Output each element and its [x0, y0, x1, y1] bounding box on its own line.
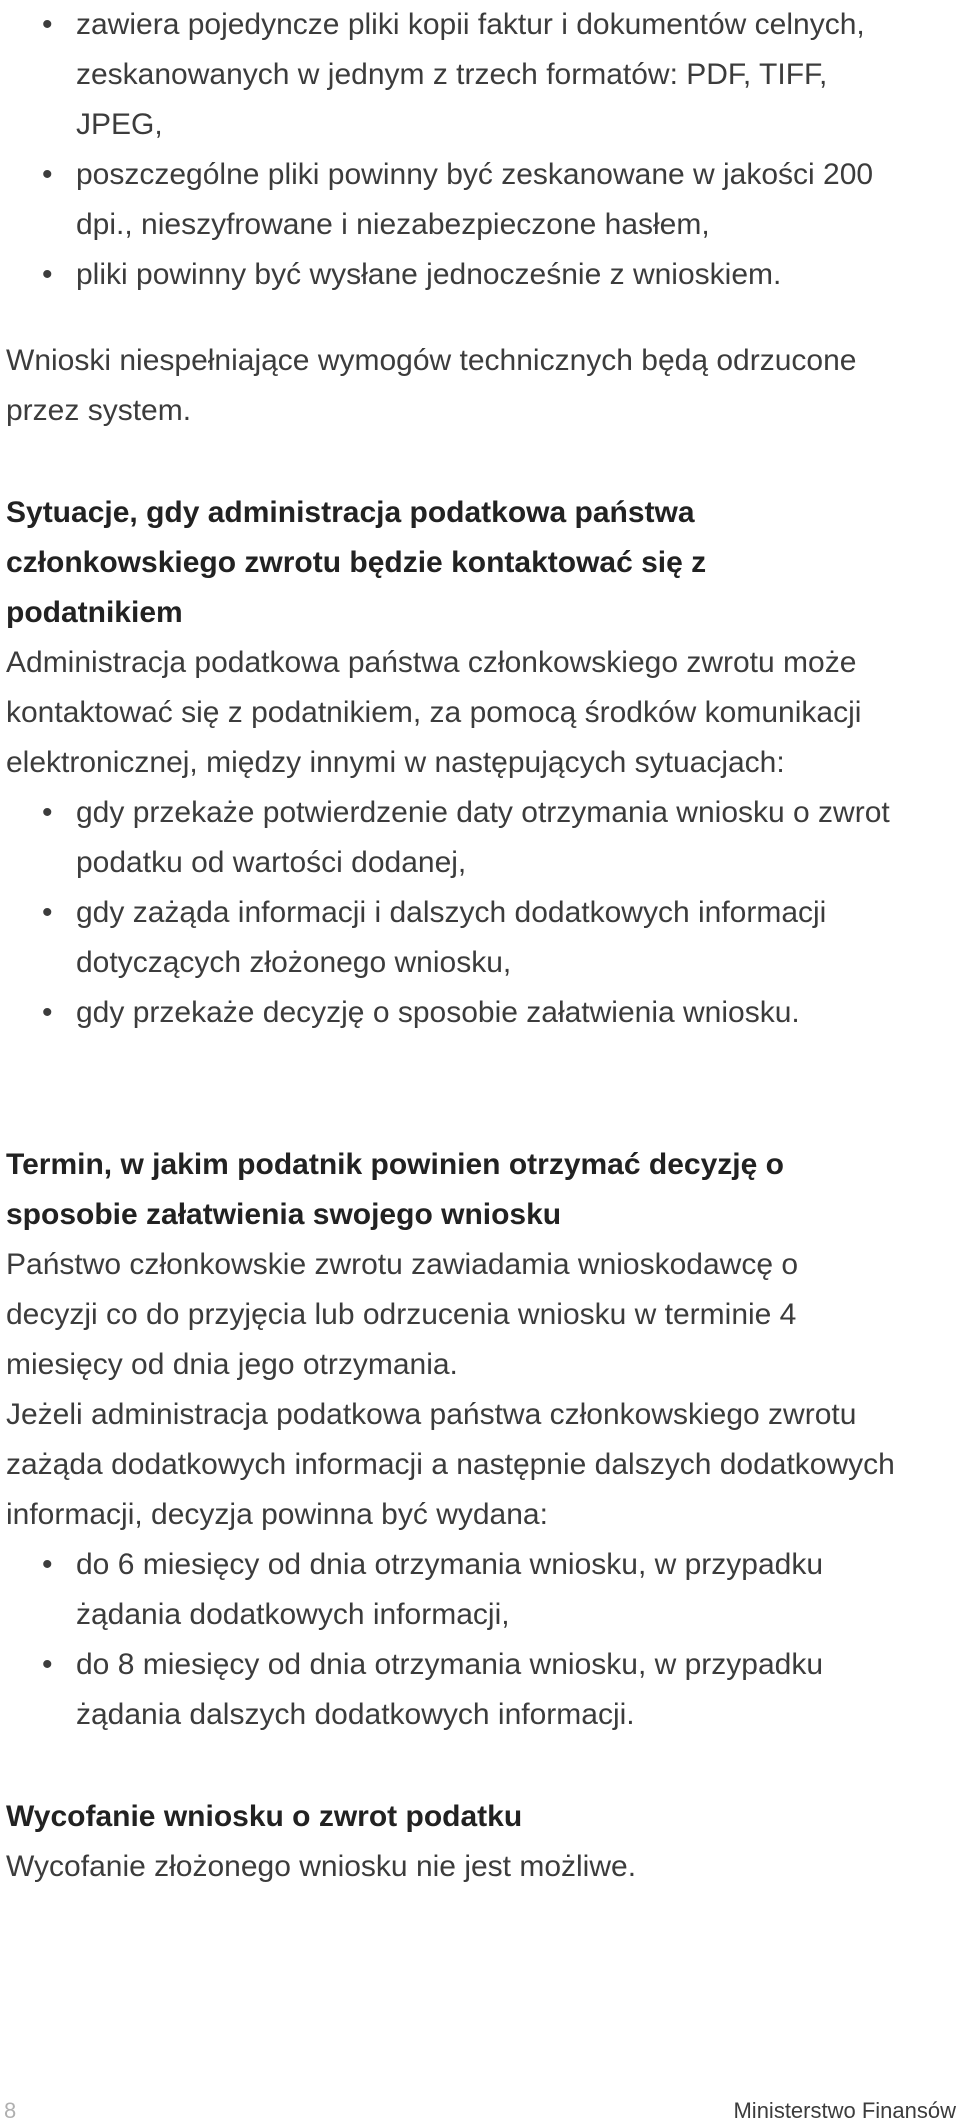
section-heading: Wycofanie wniosku o zwrot podatku: [6, 1800, 523, 1833]
requirements-list-block: [6, 0, 906, 300]
section-withdrawal: [6, 1792, 906, 1892]
section-contact: [6, 488, 906, 1038]
list-item: • gdy zażąda informacji i dalszych dodatkowych informacji dotyczących złożonego wniosku,: [6, 888, 926, 988]
deadline-list: [6, 1540, 906, 1740]
list-item: • poszczególne pliki powinny być zeskanowane w jakości 200 dpi., nieszyfrowane i niezabezpieczone hasłem,: [6, 150, 906, 250]
section-heading: Sytuacje, gdy administracja podatkowa państwa członkowskiego zwrotu będzie kontaktować się z podatnikiem: [6, 496, 707, 629]
technical-note: Wnioski niespełniające wymogów technicznych będą odrzucone przez system.: [6, 344, 857, 427]
section-heading: Termin, w jakim podatnik powinien otrzymać decyzję o sposobie załatwienia swojego wniosku: [6, 1148, 784, 1231]
section-paragraph: Państwo członkowskie zwrotu zawiadamia wnioskodawcę o decyzji co do przyjęcia lub odrzucenia wniosku w terminie 4 miesięcy od dnia jego otrzymania.: [6, 1248, 799, 1381]
section-paragraph: Wycofanie złożonego wniosku nie jest możliwe.: [6, 1850, 637, 1883]
list-item: • pliki powinny być wysłane jednocześnie z wnioskiem.: [6, 250, 906, 300]
section-paragraph: Jeżeli administracja podatkowa państwa członkowskiego zwrotu zażąda dodatkowych informacji a następnie dalszych dodatkowych informacji, decyzja powinna być wydana:: [6, 1398, 895, 1531]
list-item: • gdy przekaże potwierdzenie daty otrzymania wniosku o zwrot podatku od wartości dodanej,: [6, 788, 896, 888]
page-number: 8: [4, 2098, 17, 2123]
requirements-list: [6, 0, 906, 300]
footer-organization: Ministerstwo Finansów: [733, 2098, 956, 2123]
list-item: • zawiera pojedyncze pliki kopii faktur i dokumentów celnych, zeskanowanych w jednym z trzech formatów: PDF, TIFF, JPEG,: [6, 0, 876, 150]
document-page: [6, 0, 906, 2128]
technical-note-block: [6, 336, 906, 436]
list-item: • do 6 miesięcy od dnia otrzymania wniosku, w przypadku żądania dodatkowych informacji,: [6, 1540, 906, 1640]
contact-situations-list: [6, 788, 906, 1038]
list-item: • do 8 miesięcy od dnia otrzymania wniosku, w przypadku żądania dalszych dodatkowych informacji.: [6, 1640, 906, 1740]
section-paragraph: Administracja podatkowa państwa członkowskiego zwrotu może kontaktować się z podatnikiem, za pomocą środków komunikacji elektronicznej, między innymi w następujących sytuacjach:: [6, 646, 862, 779]
list-item: • gdy przekaże decyzję o sposobie załatwienia wniosku.: [6, 988, 960, 1038]
section-deadline: [6, 1140, 906, 1740]
